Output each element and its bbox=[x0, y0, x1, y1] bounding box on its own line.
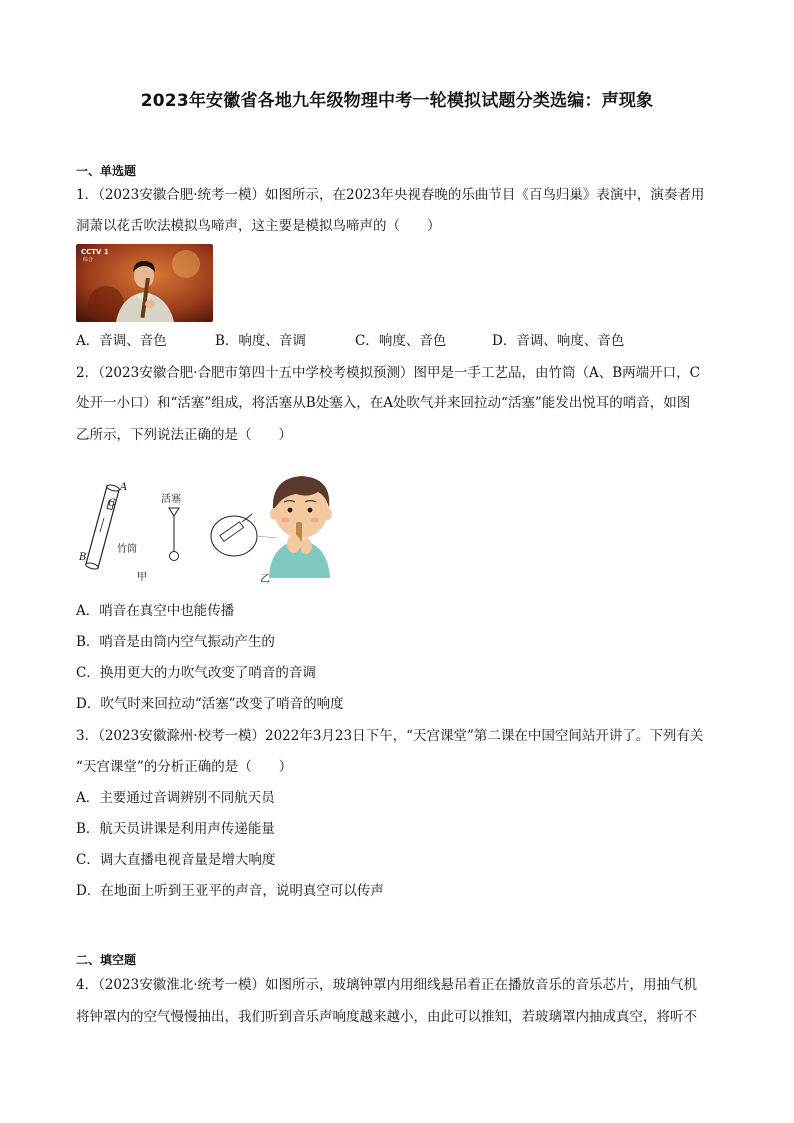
label-yi: 乙 bbox=[260, 574, 270, 585]
q1-stem-line-1: 1．（2023安徽合肥·统考一模）如图所示，在2023年央视春晚的乐曲节目《百鸟归巢》表演中，演奏者用 bbox=[76, 187, 705, 203]
q1-performer-photo bbox=[76, 244, 213, 322]
q2-option-b: B．哨音是由筒内空气振动产生的 bbox=[76, 634, 275, 650]
page-title: 2023年安徽省各地九年级物理中考一轮模拟试题分类选编：声现象 bbox=[140, 91, 654, 111]
q1-option-d: D．音调、响度、音色 bbox=[492, 333, 625, 349]
q3-option-c: C．调大直播电视音量是增大响度 bbox=[76, 852, 276, 868]
label-c: C bbox=[108, 498, 116, 509]
q2-figure bbox=[72, 466, 342, 584]
section-heading-single-choice: 一、单选题 bbox=[76, 164, 137, 178]
q2-option-c: C．换用更大的力吹气改变了哨音的音调 bbox=[76, 665, 316, 681]
section-heading-fill-blank: 二、填空题 bbox=[76, 953, 137, 967]
q4-stem-line-2: 将钟罩内的空气慢慢抽出，我们听到音乐声响度越来越小，由此可以推知，若玻璃罩内抽成真空，将听不 bbox=[76, 1009, 697, 1025]
q2-option-a: A．哨音在真空中也能传播 bbox=[76, 603, 235, 619]
q2-option-d: D．吹气时来回拉动“活塞”改变了哨音的响度 bbox=[76, 696, 344, 712]
label-a: A bbox=[120, 482, 128, 493]
q2-stem-line-1: 2．（2023安徽合肥·合肥市第四十五中学校考模拟预测）图甲是一手工艺品，由竹筒（A、B两端开口，C bbox=[76, 365, 700, 381]
label-tube: 竹筒 bbox=[117, 544, 137, 555]
cctv-logo: CCTV 1 bbox=[81, 248, 109, 256]
q1-stem-line-2: 洞萧以花舌吹法模拟鸟啼声，这主要是模拟鸟啼声的（ ） bbox=[76, 218, 441, 234]
q1-option-a: A．音调、音色 bbox=[76, 333, 167, 349]
q2-stem-line-3: 乙所示，下列说法正确的是（ ） bbox=[76, 427, 292, 443]
q3-stem-line-2: “天宫课堂”的分析正确的是（ ） bbox=[76, 759, 293, 775]
label-jia: 甲 bbox=[137, 572, 147, 583]
q4-stem-line-1: 4．（2023安徽淮北·统考一模）如图所示，玻璃钟罩内用细线悬吊着正在播放音乐的音乐芯片，用抽气机 bbox=[76, 977, 697, 993]
cctv-channel-sub: 综合 bbox=[83, 257, 94, 263]
q2-figure-drawing bbox=[72, 466, 342, 584]
q3-option-b: B．航天员讲课是利用声传递能量 bbox=[76, 821, 275, 837]
q3-option-a: A．主要通过音调辨别不同航天员 bbox=[76, 790, 275, 806]
q1-option-c: C．响度、音色 bbox=[355, 333, 447, 349]
label-b: B bbox=[79, 552, 87, 563]
q3-stem-line-1: 3．（2023安徽滁州·校考一模）2022年3月23日下午，“天宫课堂”第二课在中国空间站开讲了。下列有关 bbox=[76, 728, 704, 744]
q2-stem-line-2: 处开一小口）和“活塞”组成，将活塞从B处塞入，在A处吹气并来回拉动“活塞”能发出悦耳的哨音，如图 bbox=[76, 395, 691, 411]
q3-option-d: D．在地面上听到王亚平的声音，说明真空可以传声 bbox=[76, 883, 384, 899]
q1-option-b: B．响度、音调 bbox=[215, 333, 306, 349]
label-piston: 活塞 bbox=[161, 494, 181, 505]
